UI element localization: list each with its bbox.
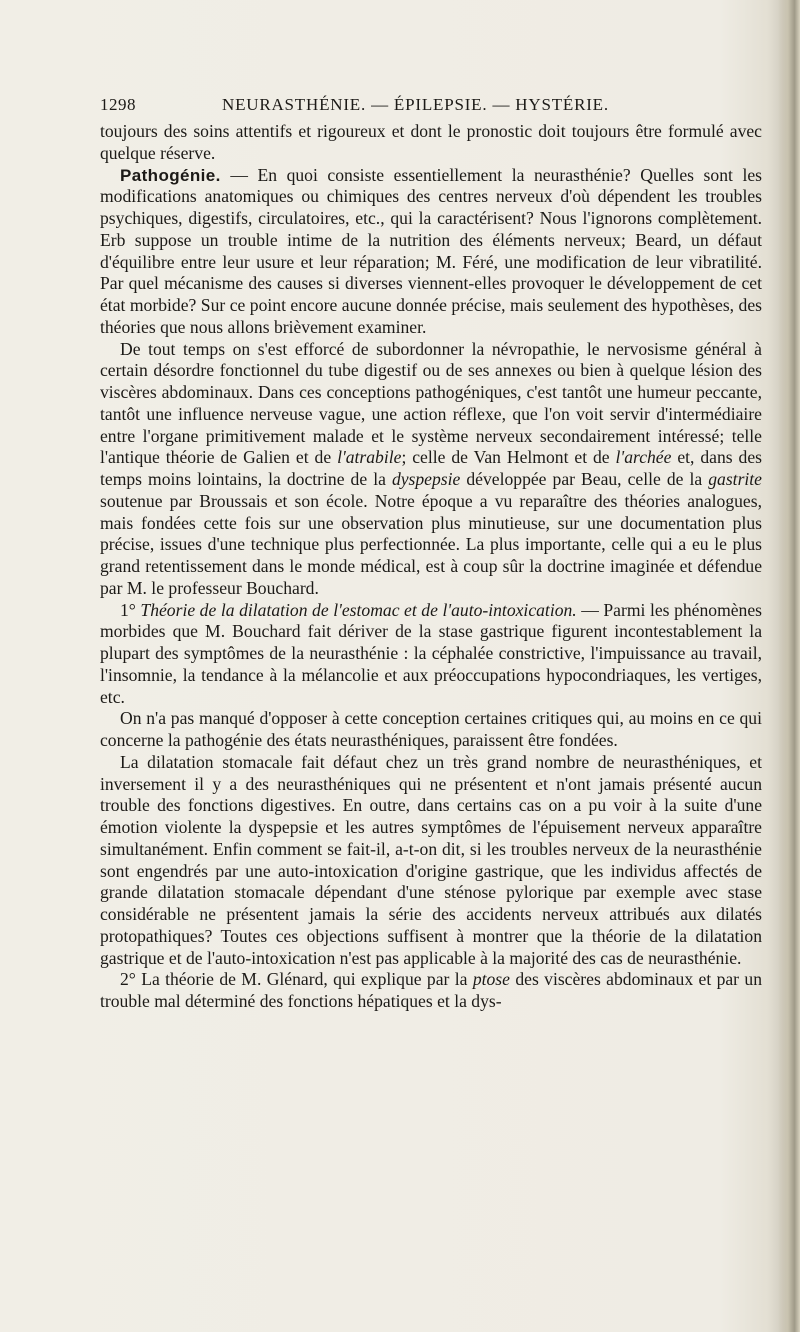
paragraph-text: — En quoi consiste essentiellement la neurasthénie? Quelles sont les modifications anatomiques ou chimiques des centres nerveux d'où dépendent les troubles psychiques, digestifs, circulatoires, etc., qui la caractérisent? Nous l'ignorons complètement. Erb suppose un trouble intime de la nutrition des éléments nerveux; Beard, un défaut d'équilibre entre leur usure et leur réparation; M. Féré, une modification de leur vibratilité. Par quel mécanisme des causes si diverses viennent-elles provoquer le développement de cet état morbide? Sur ce point encore aucune donnée précise, mais seulement des hypothèses, des théories que nous allons brièvement examiner. [100, 164, 762, 337]
paragraph-text: — Parmi les phénomènes morbides que M. Bouchard fait dériver de la stase gastrique figurent incontestablement la plupart des symptômes de la neurasthénie : la céphalée constrictive, l'impuissance au travail, l'insomnie, la tendance à la mélancolie et aux préoccupations hypocondriaques, les vertiges, etc. [100, 599, 763, 707]
italic-term: gastrite [708, 469, 762, 489]
theory-title: Théorie de la dilatation de l'estomac et de l'auto-intoxication. [140, 599, 577, 620]
paragraph-text: De tout temps on s'est efforcé de subordonner la névropathie, le nervosisme général à certain désordre fonctionnel du tube digestif ou de ses annexes ou bien à quelque lésion des viscères abdominaux. Dans ces conceptions pathogéniques, c'est tantôt une humeur peccante, tantôt une influence nerveuse vague, une action réflexe, que l'on voit servir d'intermédiaire entre l'organe primitivement malade et le système nerveux secondairement intéressé; telle l'antique théorie de Galien et de [100, 338, 762, 468]
body-text [100, 121, 762, 1013]
list-number: 1° [120, 599, 136, 620]
italic-term: l'archée [615, 447, 672, 468]
paragraph-theory-2 [100, 969, 762, 1013]
page-header [100, 95, 760, 119]
section-heading: Pathogénie. [120, 165, 221, 185]
paragraph-text: et, dans des temps moins lointains, la doctrine de la [100, 447, 762, 489]
paragraph-text: 2° La théorie de M. Glénard, qui explique par la [120, 969, 473, 990]
paragraph-text: toujours des soins attentifs et rigoureux et dont le pronostic doit toujours être formulé avec quelque réserve. [100, 121, 762, 163]
paragraph-5 [100, 708, 762, 752]
paragraph-3 [100, 339, 762, 600]
paragraph-text: développée par Beau, celle de la [460, 469, 709, 489]
paragraph-pathogenie [100, 165, 762, 339]
italic-term: dyspepsie [391, 469, 461, 489]
page-edge-shadow [778, 0, 800, 1332]
page-number: 1298 [100, 95, 136, 114]
paragraph-6 [100, 752, 762, 970]
paragraph-theory-1 [100, 600, 762, 709]
paragraph-1 [100, 121, 762, 165]
italic-term: ptose [472, 969, 510, 990]
paragraph-text: soutenue par Broussais et son école. Notre époque a vu reparaître des théories analogues, mais fondées cette fois sur une observation plus minutieuse, sur une documentation plus précise, issues d'une technique plus perfectionnée. La plus importante, celle qui a eu le plus grand retentissement dans le monde médical, est à coup sûr la doctrine imaginée et défendue par M. le professeur Bouchard. [100, 490, 762, 598]
italic-term: l'atrabile [337, 447, 402, 468]
paragraph-text: La dilatation stomacale fait défaut chez un très grand nombre de neurasthéniques, et inversement il y a des neurasthéniques qui ne présentent et n'ont jamais présenté aucun trouble des fonctions digestives. En outre, dans certains cas on a pu voir à la suite d'une émotion violente la dyspepsie et les autres symptômes de l'épuisement nerveux apparaître simultanément. Enfin comment se fait-il, a-t-on dit, si les troubles nerveux de la neurasthénie sont engendrés par une auto-intoxication d'origine gastrique, que les individus affectés de grande dilatation stomacale dépendant d'une sténose pylorique par exemple avec stase considérable ne présentent jamais la série des accidents nerveux attribués aux dilatés protopathiques? Toutes ces objections suffisent à montrer que la théorie de la dilatation gastrique et de l'auto-intoxication n'est pas applicable à la majorité des cas de neurasthénie. [100, 751, 762, 968]
running-title: NEURASTHÉNIE. — ÉPILEPSIE. — HYSTÉRIE. [222, 95, 609, 114]
paragraph-text: ; celle de Van Helmont et de [401, 447, 616, 468]
paragraph-text: On n'a pas manqué d'opposer à cette conception certaines critiques qui, au moins en ce qui concerne la pathogénie des états neurasthéniques, paraissent être fondées. [100, 708, 762, 750]
paragraph-text: des viscères abdominaux et par un trouble mal déterminé des fonctions hépatiques et la dys- [100, 969, 762, 1011]
